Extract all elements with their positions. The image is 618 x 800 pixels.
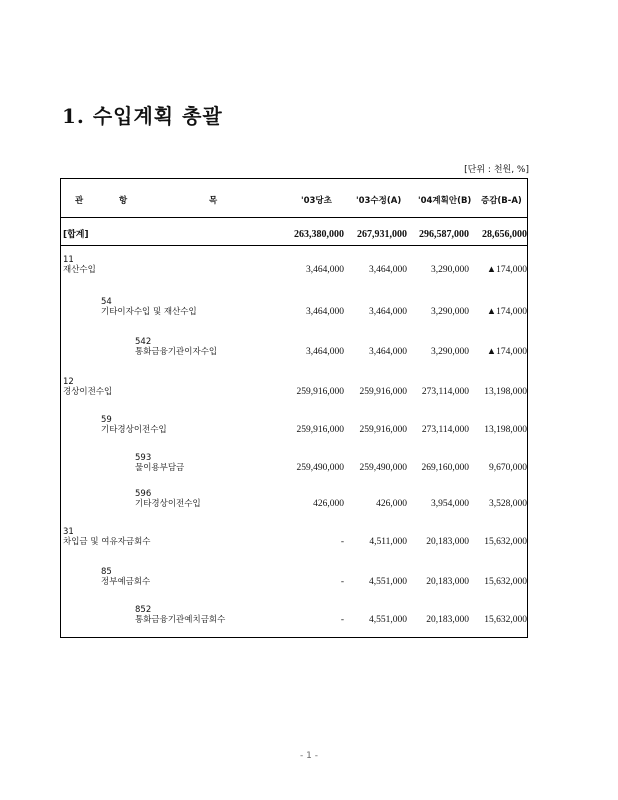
header-col2: '03수정(A) (356, 196, 402, 206)
table-header (61, 179, 527, 218)
row-col3: 3,954,000 (431, 499, 469, 509)
total-col3: 296,587,000 (419, 229, 469, 240)
row-name: 정부예금회수 (101, 577, 151, 587)
row-col4: 15,632,000 (484, 537, 527, 547)
row-code: 12 (63, 377, 74, 387)
row-col1: 426,000 (313, 499, 344, 509)
row-name: 경상이전수입 (63, 387, 113, 397)
row-name: 기타경상이전수입 (101, 425, 167, 435)
row-code: 542 (135, 337, 152, 347)
row-col2: 3,464,000 (369, 347, 407, 357)
budget-table (60, 178, 528, 638)
row-code: 85 (101, 567, 112, 577)
row-col4: 9,670,000 (489, 463, 527, 473)
row-col2: 4,551,000 (369, 615, 407, 625)
row-code: 852 (135, 605, 152, 615)
header-kwan: 관 (75, 196, 84, 206)
header-col1: '03당초 (301, 196, 332, 206)
row-col1: 3,464,000 (306, 265, 344, 275)
row-code: 596 (135, 489, 152, 499)
row-col2: 3,464,000 (369, 307, 407, 317)
page-title: 1. 수입계획 총괄 (62, 104, 223, 128)
unit-note: [단위 : 천원, %] (464, 165, 529, 175)
total-col1: 263,380,000 (294, 229, 344, 240)
header-col4: 증감(B-A) (481, 196, 522, 206)
row-col2: 259,916,000 (359, 387, 407, 397)
row-name: 차입금 및 여유자금회수 (63, 537, 151, 547)
row-col4: 13,198,000 (484, 387, 527, 397)
row-col4: 13,198,000 (484, 425, 527, 435)
row-col1: - (340, 577, 344, 587)
row-code: 54 (101, 297, 112, 307)
row-name: 기타이자수입 및 재산수입 (101, 307, 197, 317)
total-col4: 28,656,000 (482, 229, 527, 240)
row-col4: ▲174,000 (486, 347, 527, 357)
row-col1: 3,464,000 (306, 347, 344, 357)
row-col3: 3,290,000 (431, 307, 469, 317)
row-col4: ▲174,000 (486, 307, 527, 317)
total-label: [합계] (63, 230, 89, 240)
row-col2: 259,490,000 (359, 463, 407, 473)
row-col2: 3,464,000 (369, 265, 407, 275)
row-code: 11 (63, 255, 74, 265)
row-col1: - (340, 537, 344, 547)
row-col3: 20,183,000 (426, 537, 469, 547)
row-col1: 3,464,000 (306, 307, 344, 317)
row-name: 재산수입 (63, 265, 96, 275)
row-col3: 20,183,000 (426, 615, 469, 625)
header-col3: '04계획안(B) (418, 196, 472, 206)
row-name: 통화금융기관예치금회수 (135, 615, 226, 625)
row-name: 물이용부담금 (135, 463, 185, 473)
total-divider (61, 245, 527, 246)
row-col1: 259,916,000 (296, 387, 344, 397)
row-col3: 273,114,000 (421, 387, 469, 397)
row-col3: 273,114,000 (421, 425, 469, 435)
header-hang: 항 (119, 196, 128, 206)
row-name: 기타경상이전수입 (135, 499, 201, 509)
row-col4: ▲174,000 (486, 265, 527, 275)
row-col2: 426,000 (376, 499, 407, 509)
row-col2: 4,551,000 (369, 577, 407, 587)
row-col3: 20,183,000 (426, 577, 469, 587)
row-col1: - (340, 615, 344, 625)
page-number: - 1 - (300, 751, 318, 761)
row-code: 59 (101, 415, 112, 425)
row-col3: 269,160,000 (421, 463, 469, 473)
row-col4: 15,632,000 (484, 615, 527, 625)
header-mok: 목 (209, 196, 218, 206)
row-col4: 3,528,000 (489, 499, 527, 509)
row-col2: 4,511,000 (369, 537, 407, 547)
row-col2: 259,916,000 (359, 425, 407, 435)
row-col4: 15,632,000 (484, 577, 527, 587)
row-code: 593 (135, 453, 152, 463)
row-col3: 3,290,000 (431, 265, 469, 275)
row-col3: 3,290,000 (431, 347, 469, 357)
total-col2: 267,931,000 (357, 229, 407, 240)
row-col1: 259,490,000 (296, 463, 344, 473)
row-code: 31 (63, 527, 74, 537)
row-col1: 259,916,000 (296, 425, 344, 435)
row-name: 통화금융기관이자수입 (135, 347, 218, 357)
